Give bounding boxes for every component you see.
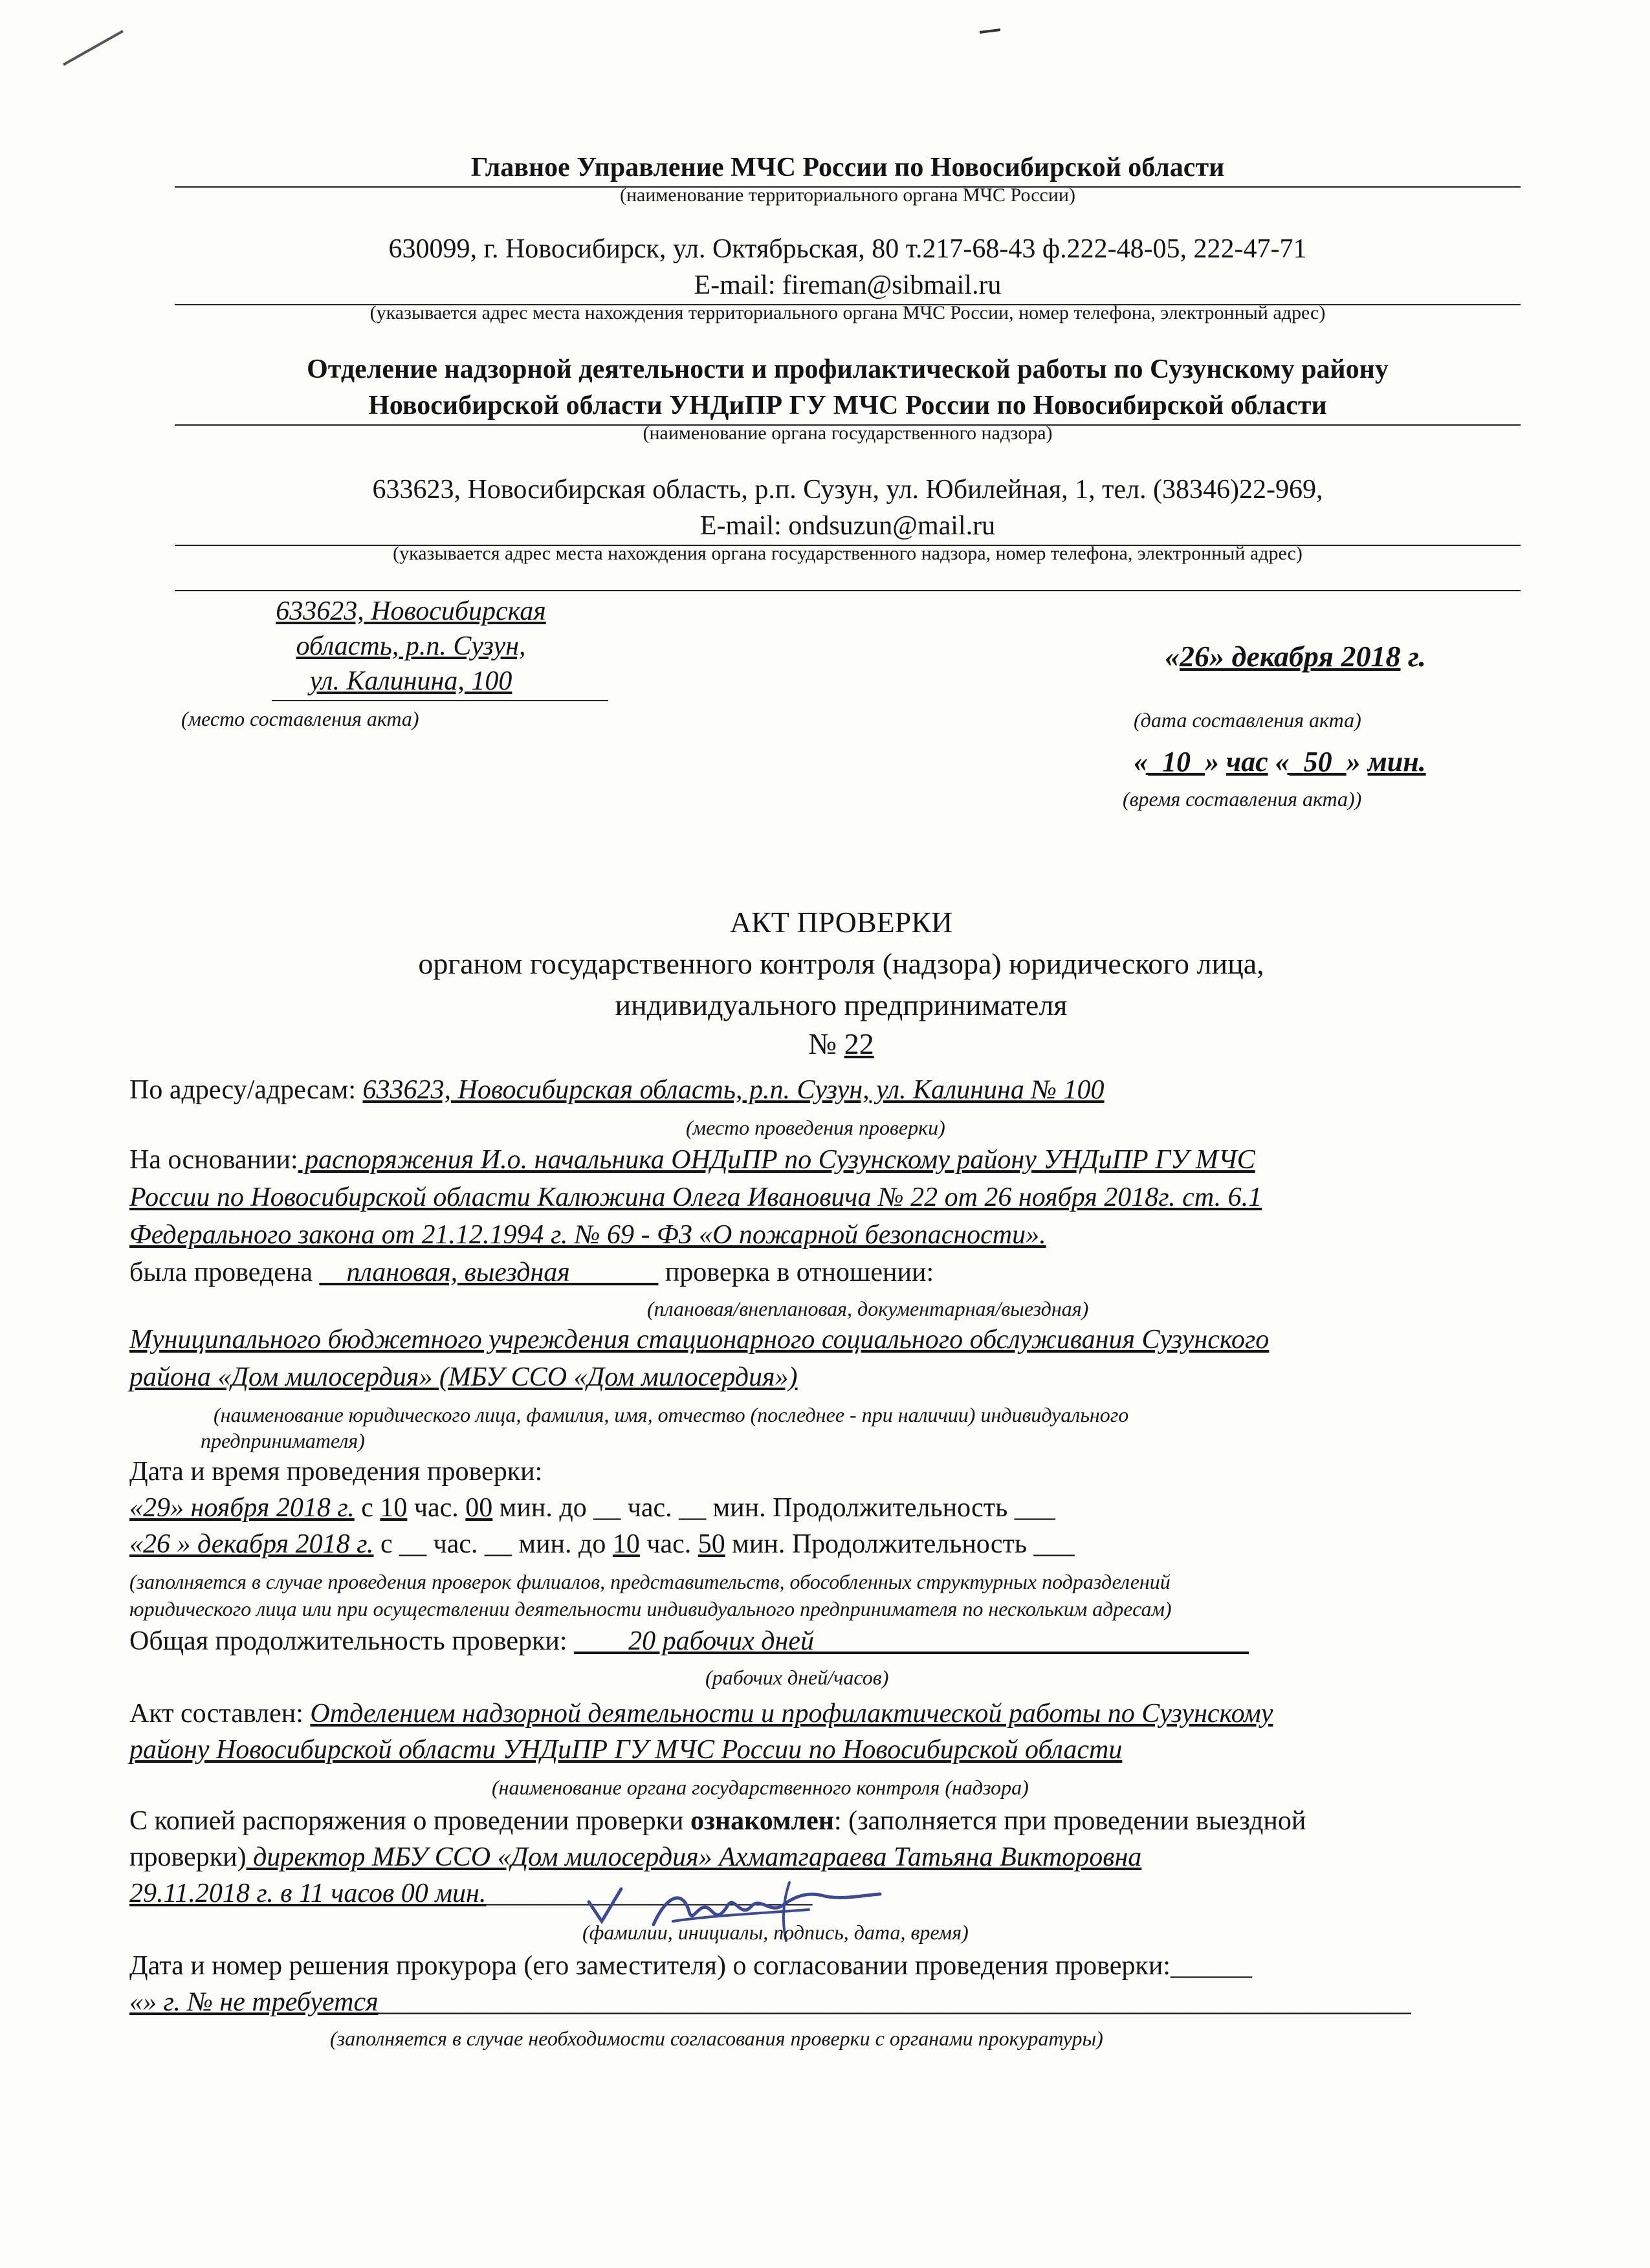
total-duration: Общая продолжительность проверки: ____20 рабочих дней________________________________ bbox=[129, 1626, 1249, 1656]
entity-line2: района «Дом милосердия» (МБУ ССО «Дом милосердия») bbox=[129, 1362, 798, 1392]
place-line3: ул. Калинина, 100 bbox=[309, 666, 512, 696]
time-caption: (время составления акта)) bbox=[1123, 787, 1362, 811]
basis-line1: На основании: распоряжения И.о. начальника ОНДиПР по Сузунскому району УНДиПР ГУ МЧС bbox=[129, 1145, 1255, 1175]
compiled-line1: Акт составлен: Отделением надзорной деятельности и профилактической работы по Сузунскому bbox=[129, 1699, 1273, 1728]
conducted-caption: (плановая/внеплановая, документарная/выездная) bbox=[647, 1297, 1089, 1320]
total-caption: (рабочих дней/часов) bbox=[705, 1666, 889, 1689]
copy-line3: 29.11.2018 г. в 11 часов 00 мин.________________________ bbox=[129, 1879, 813, 1908]
prosecutor-label: Дата и номер решения прокурора (его заместителя) о согласовании проведения проверки:______ bbox=[129, 1951, 1252, 1981]
basis-line2: России по Новосибирской области Калюжина Олега Ивановича № 22 от 26 ноября 2018г. ст. 6.1 bbox=[129, 1183, 1262, 1212]
entity-line1: Муниципального бюджетного учреждения стационарного социального обслуживания Сузунского bbox=[129, 1325, 1270, 1355]
scan-dash-mark bbox=[977, 26, 1003, 39]
place-caption: (место составления акта) bbox=[181, 707, 419, 730]
org-caption: (наименование территориального органа МЧС России) bbox=[620, 184, 1075, 206]
place-rule bbox=[272, 700, 608, 701]
dept-address: 633623, Новосибирская область, р.п. Сузун, ул. Юбилейная, 1, тел. (38346)22-969, bbox=[372, 475, 1323, 505]
copy-line2: проверки) директор МБУ ССО «Дом милосердия» Ахматгараева Татьяна Викторовна bbox=[129, 1842, 1142, 1872]
org-email: E-mail: fireman@sibmail.ru bbox=[694, 270, 1002, 300]
address-caption: (место проведения проверки) bbox=[686, 1116, 945, 1139]
act-time: «_10_» час «_50_» мин. bbox=[1134, 746, 1426, 778]
inspection-period1: «29» ноября 2018 г. с 10 час. 00 мин. до __ час. __ мин. Продолжительность ___ bbox=[129, 1493, 1055, 1523]
scan-stroke-mark bbox=[58, 26, 129, 71]
entity-caption-line1: (наименование юридического лица, фамилия, имя, отчество (последнее - при наличии) индивидуального bbox=[214, 1403, 1129, 1426]
basis-line3: Федерального закона от 21.12.1994 г. № 69 - ФЗ «О пожарной безопасности». bbox=[129, 1220, 1046, 1250]
inspection-period2: «26 » декабря 2018 г. с __ час. __ мин. до 10 час. 50 мин. Продолжительность ___ bbox=[129, 1529, 1075, 1559]
copy-line1: С копией распоряжения о проведении проверки ознакомлен: (заполняется при проведении выездной bbox=[129, 1806, 1306, 1836]
dept-email: E-mail: ondsuzun@mail.ru bbox=[699, 511, 996, 541]
dept-name-line2: Новосибирской области УНДиПР ГУ МЧС России по Новосибирской области bbox=[368, 391, 1327, 420]
dept-caption: (наименование органа государственного надзора) bbox=[643, 422, 1053, 444]
conducted-line: была проведена __плановая, выездная ______ проверка в отношении: bbox=[129, 1258, 934, 1287]
place-line2: область, р.п. Сузун, bbox=[296, 631, 526, 661]
inspection-datetime-label: Дата и время проведения проверки: bbox=[129, 1457, 543, 1487]
act-date: «26» декабря 2018 г. bbox=[1165, 640, 1426, 673]
act-subtitle-line1: органом государственного контроля (надзора) юридического лица, bbox=[418, 947, 1264, 980]
period-caption-line2: юридического лица или при осуществлении деятельности индивидуального предпринимателя по нескольким адресам) bbox=[129, 1597, 1172, 1620]
org-address: 630099, г. Новосибирск, ул. Октябрьская, 80 т.217-68-43 ф.222-48-05, 222-47-71 bbox=[388, 234, 1307, 264]
act-subtitle-line2: индивидуального предпринимателя bbox=[615, 988, 1068, 1021]
inspection-address: По адресу/адресам: 633623, Новосибирская область, р.п. Сузун, ул. Калинина № 100 bbox=[129, 1075, 1105, 1105]
date-caption: (дата составления акта) bbox=[1134, 708, 1361, 732]
dept-name-line1: Отделение надзорной деятельности и профилактической работы по Сузунскому району bbox=[307, 354, 1389, 384]
entity-caption-line2: предпринимателя) bbox=[201, 1429, 365, 1452]
copy-caption: (фамилии, инициалы, подпись, дата, время) bbox=[582, 1921, 969, 1944]
org-address-caption: (указывается адрес места нахождения территориального органа МЧС России, номер телефона, электронный адрес) bbox=[369, 302, 1326, 323]
place-line1: 633623, Новосибирская bbox=[276, 596, 546, 626]
compiled-caption: (наименование органа государственного контроля (надзора) bbox=[492, 1776, 1029, 1799]
prosecutor-caption: (заполняется в случае необходимости согласования проверки с органами прокуратуры) bbox=[330, 2027, 1103, 2050]
act-number: № 22 bbox=[808, 1027, 874, 1060]
period-caption-line1: (заполняется в случае проведения проверок филиалов, представительств, обособленных структурных подразделений bbox=[129, 1570, 1171, 1593]
org-name: Главное Управление МЧС России по Новосибирской области bbox=[470, 153, 1225, 182]
prosecutor-value: «» г. № не требуется____________________________________________________________________________ bbox=[129, 1987, 1411, 2017]
dept-bottom-rule bbox=[175, 590, 1521, 591]
act-title: АКТ ПРОВЕРКИ bbox=[729, 906, 953, 939]
compiled-line2: району Новосибирской области УНДиПР ГУ МЧС России по Новосибирской области bbox=[129, 1735, 1123, 1765]
dept-address-caption: (указывается адрес места нахождения органа государственного надзора, номер телефона, электронный адрес) bbox=[393, 543, 1303, 564]
